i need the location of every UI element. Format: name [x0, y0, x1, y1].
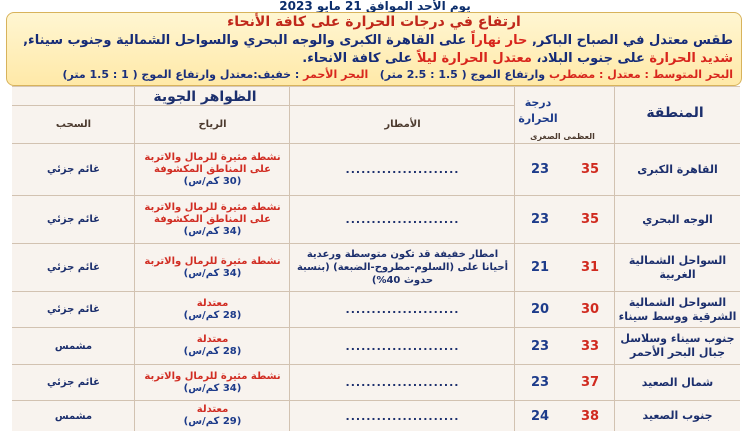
row-5-wind-speed: (28 كم/س) — [183, 346, 242, 357]
header-wind: الرياح — [198, 119, 227, 130]
med-sea-waves: وارتفاع الموج ( 1.5 : 2.5 متر) — [379, 68, 546, 81]
row-2-wind-speed: (34 كم/س) — [183, 225, 242, 237]
row-1-rain: ...................... — [345, 163, 460, 176]
desc-part-1: طقس معتدل في الصباح الباكر, — [531, 33, 733, 48]
row-6-wind-speed: (34 كم/س) — [183, 382, 242, 394]
row-2-wind — [135, 196, 290, 243]
desc-part-2: على القاهرة الكبرى والوجه البحري والسواحل الشمالية وجنوب سيناء, — [23, 33, 467, 48]
row-6-clouds: غائم جزئي — [47, 377, 100, 388]
row-1-wind-desc: نشطة مثيرة للرمال والاتربة على المناطق المكشوفة — [144, 151, 281, 175]
row-1-clouds: غائم جزئي — [47, 164, 100, 175]
row-4-wind-desc: معتدلة — [196, 297, 229, 309]
row-3-region: السواحل الشمالية الغربية — [628, 253, 727, 281]
row-7-wind — [135, 401, 290, 431]
row-1-min: 23 — [530, 162, 550, 177]
row-5-rain: ...................... — [345, 339, 460, 353]
row-3-max: 31 — [580, 260, 600, 275]
row-2-rain: ...................... — [345, 213, 460, 226]
row-3-wind-desc: نشطة مثيرة للرمال والاتربة — [144, 255, 281, 267]
row-5-region: جنوب سيناء وسلاسل جبال البحر الأحمر — [620, 332, 735, 359]
row-7-rain: ...................... — [345, 409, 460, 423]
header-phenomena: الظواهر الجوية — [153, 89, 257, 105]
row-2-clouds: غائم جزئي — [47, 214, 100, 225]
desc-very-hot: شديد الحرارة — [649, 51, 733, 66]
row-5-wind — [135, 328, 290, 364]
banner-description — [15, 32, 733, 68]
row-1-max: 35 — [580, 162, 600, 177]
header-region: المنطقة — [646, 105, 704, 121]
row-7-max: 38 — [580, 408, 600, 424]
row-4-clouds: غائم جزئي — [47, 304, 100, 315]
row-5-clouds: مشمس — [54, 340, 93, 352]
header-clouds: السحب — [55, 119, 92, 130]
red-sea-label: البحر الأحمر — [303, 68, 369, 81]
row-1-wind — [135, 144, 290, 195]
row-6-wind-desc: نشطة مثيرة للرمال والاتربة — [144, 370, 281, 382]
med-sea-state: : معتدل : مضطرب — [548, 68, 649, 81]
row-1-wind-speed: (30 كم/س) — [183, 175, 242, 187]
header-rain: الأمطار — [384, 119, 421, 130]
row-6-max: 37 — [580, 375, 600, 390]
row-4-max: 30 — [580, 302, 600, 317]
row-6-rain: ...................... — [345, 376, 460, 389]
row-3-clouds: غائم جزئي — [47, 262, 100, 273]
row-7-clouds: مشمس — [54, 410, 93, 422]
row-1-region: القاهرة الكبرى — [637, 162, 718, 176]
row-3-wind-speed: (34 كم/س) — [183, 267, 242, 279]
row-4-wind — [135, 292, 290, 327]
row-2-min: 23 — [530, 212, 550, 227]
row-4-region: السواحل الشمالية الشرقية ووسط سيناء — [618, 295, 737, 323]
date-line: يوم الأحد الموافق 21 مايو 2023 — [0, 0, 750, 12]
row-7-region: جنوب الصعيد — [642, 409, 713, 422]
desc-mild-night: معتدل الحرارة ليلاً — [416, 51, 532, 66]
med-sea-label: البحر المتوسط — [652, 68, 733, 81]
row-4-wind-speed: (28 كم/س) — [183, 309, 242, 321]
row-2-region: الوجه البحري — [642, 212, 713, 226]
row-2-max: 35 — [580, 212, 600, 227]
row-7-wind-speed: (29 كم/س) — [183, 416, 242, 427]
row-6-wind — [135, 365, 290, 400]
row-3-min: 21 — [530, 260, 550, 275]
desc-hot: حار نهاراً — [470, 33, 528, 48]
row-4-min: 20 — [530, 302, 550, 317]
row-3-wind — [135, 244, 290, 291]
summary-banner — [6, 12, 742, 86]
row-5-wind-desc: معتدلة — [196, 334, 229, 345]
row-5-min: 23 — [530, 338, 550, 354]
row-3-rain: امطار خفيفة قد تكون متوسطة ورعدية أحيانا على (السلوم-مطروح-الضبعة) (بنسبة حدوث 40%) — [296, 249, 509, 286]
red-sea-state: : خفيف:معتدل وارتفاع الموج ( 1 : 1.5 متر) — [62, 68, 300, 81]
row-7-min: 24 — [530, 408, 550, 424]
sea-state-line — [15, 68, 733, 81]
desc-part-3: على جنوب البلاد، — [536, 51, 645, 66]
header-temp: درجة الحرارة — [518, 96, 558, 125]
row-6-region: شمال الصعيد — [641, 375, 714, 389]
header-max-min: العظمى الصغرى — [530, 132, 595, 141]
row-7-wind-desc: معتدلة — [196, 404, 229, 415]
banner-title: ارتفاع في درجات الحرارة على كافة الأنحاء — [227, 14, 521, 30]
forecast-table — [12, 86, 740, 431]
row-4-rain: ...................... — [345, 303, 460, 316]
row-5-max: 33 — [580, 338, 600, 354]
row-2-wind-desc: نشطة مثيرة للرمال والاتربة على المناطق المكشوفة — [144, 201, 281, 225]
row-6-min: 23 — [530, 375, 550, 390]
desc-part-4: على كافة الانحاء. — [302, 51, 413, 66]
